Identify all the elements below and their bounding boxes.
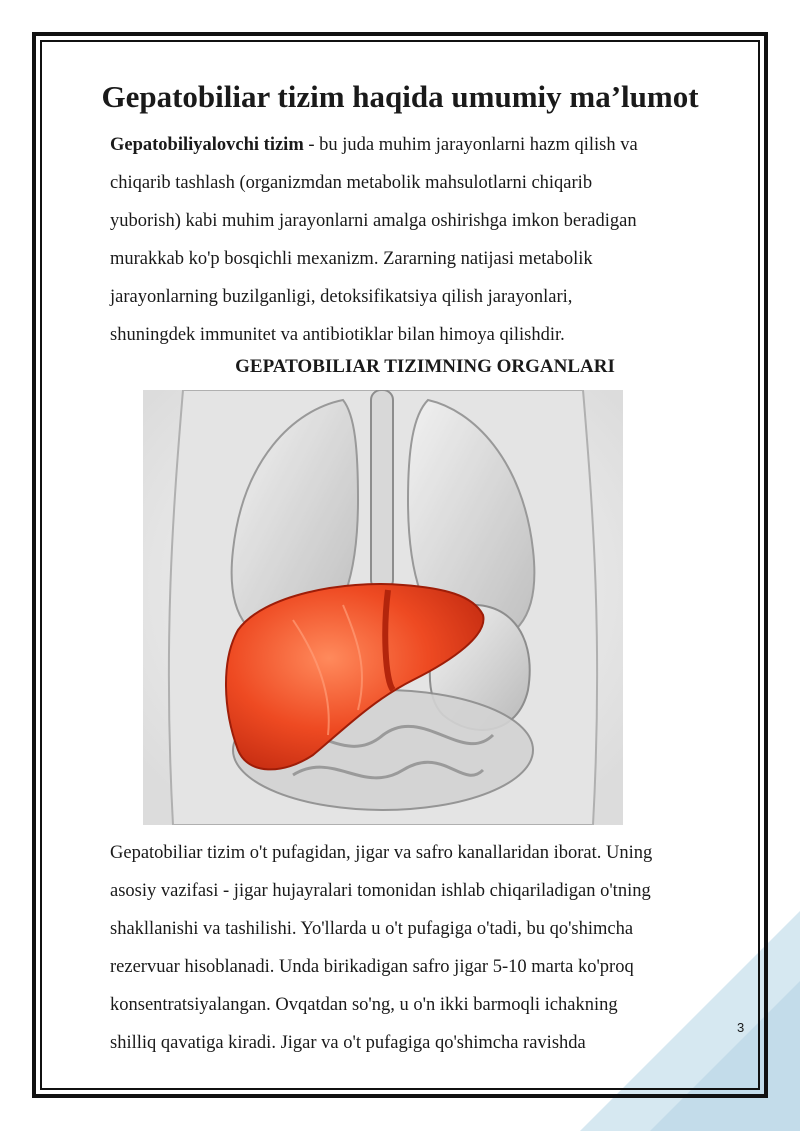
body-line: konsentratsiyalangan. Ovqatdan so'ng, u o'n ikki barmoqli ichakning bbox=[110, 995, 618, 1015]
intro-line: Gepatobiliyalovchi tizim - bu juda muhim jarayonlarni hazm qilish va bbox=[110, 135, 638, 155]
page-number: 3 bbox=[737, 1020, 745, 1035]
intro-line: yuborish) kabi muhim jarayonlarni amalga oshirishga imkon beradigan bbox=[110, 211, 637, 231]
body-line: asosiy vazifasi - jigar hujayralari tomonidan ishlab chiqariladigan o'tning bbox=[110, 881, 651, 901]
body-line: Gepatobiliar tizim o't pufagidan, jigar va safro kanallaridan iborat. Uning bbox=[110, 843, 653, 863]
intro-line: shuningdek immunitet va antibiotiklar bilan himoya qilishdir. bbox=[110, 325, 565, 345]
section-heading: GEPATOBILIAR TIZIMNING ORGANLARI bbox=[235, 356, 615, 377]
liver-anatomy-image bbox=[143, 390, 623, 825]
intro-term: Gepatobiliyalovchi tizim bbox=[110, 135, 304, 155]
page-title: Gepatobiliar tizim haqida umumiy ma’lumot bbox=[101, 79, 699, 114]
intro-line: murakkab ko'p bosqichli mexanizm. Zararning natijasi metabolik bbox=[110, 249, 593, 269]
body-line: rezervuar hisoblanadi. Unda birikadigan safro jigar 5-10 marta ko'proq bbox=[110, 957, 634, 977]
body-line: shilliq qavatiga kiradi. Jigar va o't pufagiga qo'shimcha ravishda bbox=[110, 1033, 586, 1053]
intro-line: jarayonlarning buzilganligi, detoksifikatsiya qilish jarayonlari, bbox=[110, 287, 573, 307]
body-paragraph bbox=[110, 834, 750, 1062]
body-line: shakllanishi va tashilishi. Yo'llarda u o't pufagiga o'tadi, bu qo'shimcha bbox=[110, 919, 634, 939]
intro-line: chiqarib tashlash (organizmdan metabolik mahsulotlarni chiqarib bbox=[110, 173, 593, 193]
intro-paragraph bbox=[110, 126, 750, 354]
